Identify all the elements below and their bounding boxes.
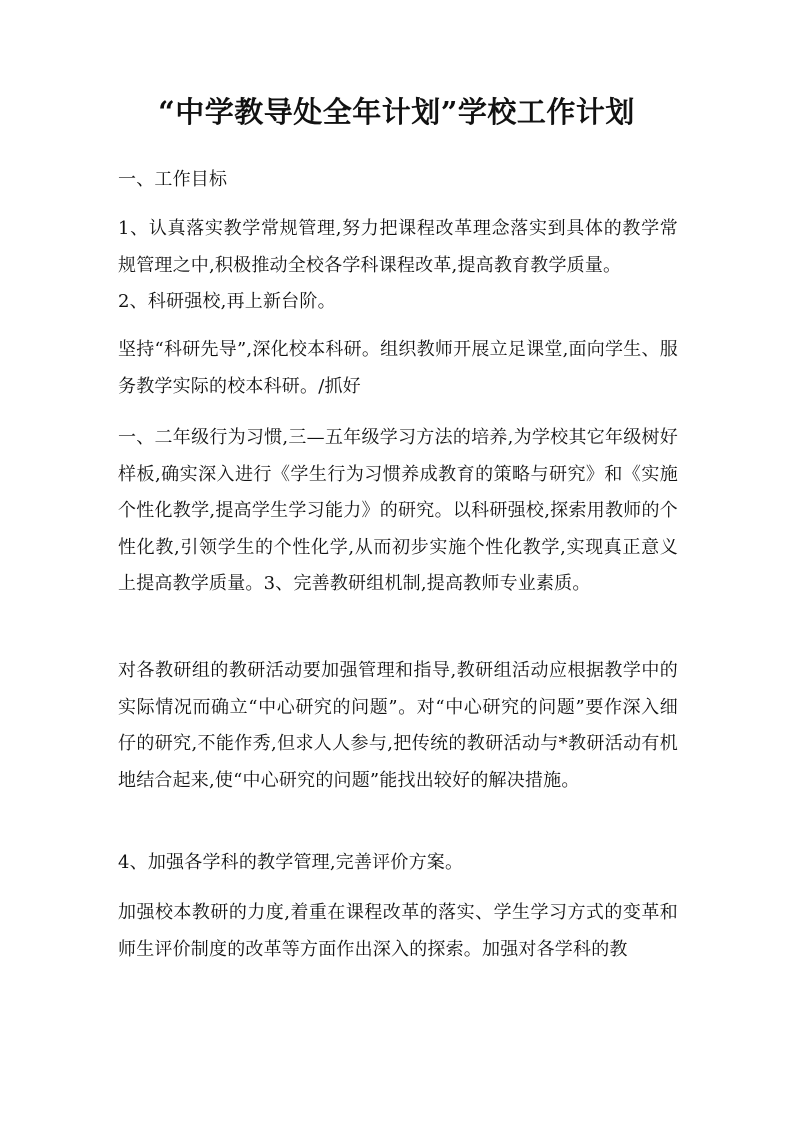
paragraph-item-1: 1、认真落实教学常规管理,努力把课程改革理念落实到具体的教学常规管理之中,积极推动全校各学科课程改革,提高教育教学质量。 — [118, 218, 678, 276]
paragraph-item-4: 4、加强各学科的教学管理,完善评价方案。 — [118, 852, 464, 873]
paragraph-habits: 一、二年级行为习惯,三—五年级学习方法的培养,为学校其它年级树好样板,确实深入进行《学生行为习惯养成教育的策略与研究》和《实施个性化教学,提高学生学习能力》的研究。以科研强校,探索用教师的个性化教,引领学生的个性化学,从而初步实施个性化教学,实现真正意义上提高教学质量。3、完善教研组机制,提高教师专业素质。 — [118, 427, 678, 594]
document-title: “中学教导处全年计划”学校工作计划 — [158, 95, 635, 129]
paragraph-research: 坚持“科研先导”,深化校本科研。组织教师开展立足课堂,面向学生、服务教学实际的校本科研。/抓好 — [118, 339, 678, 397]
section-heading-goals: 一、工作目标 — [118, 169, 228, 190]
paragraph-teaching-groups: 对各教研组的教研活动要加强管理和指导,教研组活动应根据教学中的实际情况而确立“中心研究的问题”。对“中心研究的问题”要作深入细仔的研究,不能作秀,但求人人参与,把传统的教研活动与*教研活动有机地结合起来,使“中心研究的问题”能找出较好的解决措施。 — [118, 660, 678, 791]
paragraph-item-2: 2、科研强校,再上新台阶。 — [118, 291, 336, 312]
paragraph-school-research: 加强校本教研的力度,着重在课程改革的落实、学生学习方式的变革和师生评价制度的改革等方面作出深入的探索。加强对各学科的教 — [118, 902, 678, 960]
